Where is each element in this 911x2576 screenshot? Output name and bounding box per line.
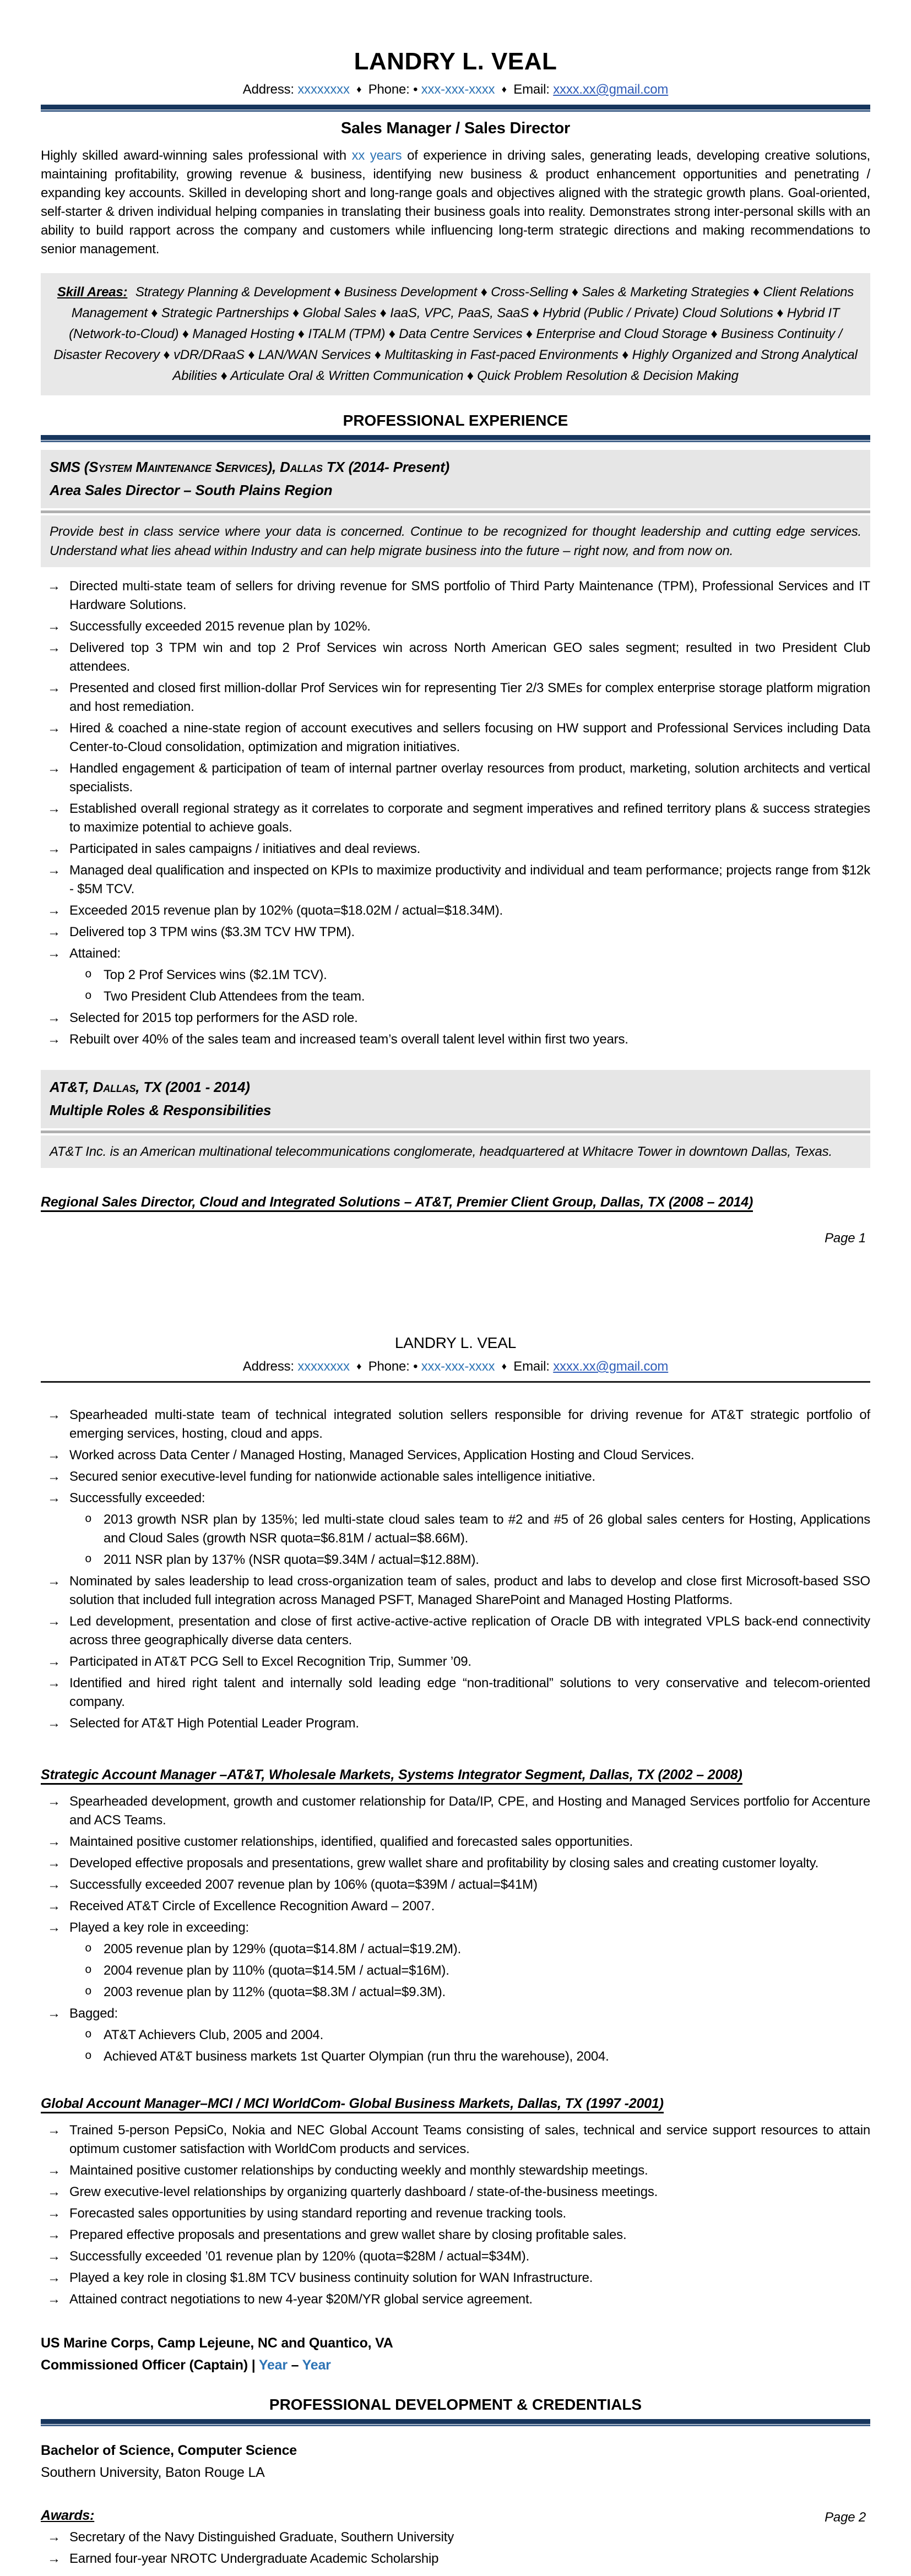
bullet-item: → Successfully exceeded ’01 revenue plan by 120% (quota=$28M / actual=$34M). [41, 2247, 870, 2266]
pipe-separator: | [251, 2357, 256, 2373]
bullet-item: → Maintained positive customer relationships by conducting weekly and monthly stewardship meetings. [41, 2161, 870, 2180]
bullet-item: → Identified and hired right talent and internally sold leading edge “non-traditional” solutions to very conservative and telecom-oriented company. [41, 1674, 870, 1711]
job-header-sms [41, 450, 870, 508]
bullet-item: → Secretary of the Navy Distinguished Graduate, Southern University [41, 2528, 870, 2547]
bullet-item: → Prepared effective proposals and presentations and grew wallet share by closing profitable sales. [41, 2226, 870, 2245]
sub-bullet-item: o 2005 revenue plan by 129% (quota=$14.8M / actual=$19.2M). [76, 1940, 870, 1959]
summary-text-pre: Highly skilled award-winning sales professional with [41, 148, 352, 163]
job-header-att [41, 1070, 870, 1128]
sub-bullet-item: o 2004 revenue plan by 110% (quota=$14.5M / actual=$16M). [76, 1961, 870, 1980]
bullet-item: → Participated in AT&T PCG Sell to Excel Recognition Trip, Summer ’09. [41, 1653, 870, 1671]
header-rule [41, 105, 870, 112]
skill-areas-box [41, 273, 870, 395]
page-number: Page 2 [825, 2510, 866, 2525]
section-heading-experience: PROFESSIONAL EXPERIENCE [343, 412, 568, 429]
arrow-bullet-icon: → [47, 1010, 61, 1025]
marine-company-line: US Marine Corps, Camp Lejeune, NC and Quantico, VA [41, 2335, 393, 2351]
bullet-item: → Forecasted sales opportunities by using standard reporting and revenue tracking tools. [41, 2204, 870, 2223]
arrow-bullet-icon: → [47, 2227, 61, 2242]
arrow-bullet-icon: → [47, 2163, 61, 2178]
arrow-bullet-icon: → [47, 1856, 61, 1871]
address-value: xxxxxxxx [297, 1359, 350, 1374]
sub-bullet-item: o AT&T Achievers Club, 2005 and 2004. [76, 2026, 870, 2045]
bullet-item: → Attained contract negotiations to new 4-year $20M/YR global service agreement. [41, 2290, 870, 2309]
sub-bullet-item: o Two President Club Attendees from the team. [76, 987, 870, 1006]
arrow-bullet-icon: → [47, 619, 61, 634]
circle-bullet-icon: o [85, 2050, 92, 2063]
year-start-placeholder: Year [258, 2357, 288, 2373]
arrow-bullet-icon: → [47, 2123, 61, 2138]
circle-bullet-icon: o [85, 1964, 92, 1977]
section-rule [41, 435, 870, 442]
education-block [41, 2439, 870, 2483]
arrow-bullet-icon: → [47, 1469, 61, 1484]
sub-bullet-item: o 2011 NSR plan by 137% (NSR quota=$9.34M / actual=$12.88M). [76, 1551, 870, 1569]
bullet-item: → Managed deal qualification and inspected on KPIs to maximize productivity and individual and team performance; projects range from $12k - $5M TCV. [41, 861, 870, 899]
bullet-item: → Established overall regional strategy as it correlates to corporate and segment imperatives and refined territory plans & success strategies to maximize potential to achieve goals. [41, 800, 870, 837]
job-company-name: AT&T, Dallas, TX [50, 1079, 162, 1095]
marine-corps-block [41, 2332, 870, 2376]
section-rule [41, 2419, 870, 2426]
arrow-bullet-icon: → [47, 2551, 61, 2566]
document-title: Sales Manager / Sales Director [340, 119, 571, 137]
circle-bullet-icon: o [85, 2029, 92, 2041]
arrow-bullet-icon: → [47, 903, 61, 918]
arrow-bullet-icon: → [47, 2292, 61, 2307]
address-label: Address: [242, 1359, 294, 1374]
email-label: Email: [513, 1359, 550, 1374]
circle-bullet-icon: o [85, 1553, 92, 1566]
circle-bullet-icon: o [85, 990, 92, 1003]
bullet-item: → Led development, presentation and close of first active-active-active replication of Oracle DB with integrated VPLS back-end connectivity across three geographically diverse data centers. [41, 1612, 870, 1650]
bullet-item: → Successfully exceeded 2007 revenue plan by 106% (quota=$39M / actual=$41M) [41, 1876, 870, 1894]
bullet-item: → Exceeded 2015 revenue plan by 102% (quota=$18.02M / actual=$18.34M). [41, 901, 870, 920]
section-heading-credentials: PROFESSIONAL DEVELOPMENT & CREDENTIALS [269, 2396, 642, 2413]
header-rule-thin [41, 1381, 870, 1383]
candidate-name: LANDRY L. VEAL [354, 48, 557, 75]
arrow-bullet-icon: → [47, 1834, 61, 1849]
job-company-name: SMS (System Maintenance Services), Dallas TX [50, 459, 345, 475]
phone-bullet-icon: • [413, 82, 418, 97]
bullet-item: → Spearheaded multi-state team of technical integrated solution sellers responsible for driving revenue for AT&T strategic portfolio of emerging services, hosting, cloud and apps. [41, 1406, 870, 1443]
arrow-bullet-icon: → [47, 1676, 61, 1691]
bullet-item: → Directed multi-state team of sellers for driving revenue for SMS portfolio of Third Party Maintenance (TPM), Professional Services and IT Hardware Solutions. [41, 577, 870, 615]
circle-bullet-icon: o [85, 1986, 92, 1998]
resume-page-2 [0, 1288, 911, 2576]
degree-title: Bachelor of Science, Computer Science [41, 2443, 297, 2458]
marine-role-line [41, 2354, 870, 2376]
arrow-bullet-icon: → [47, 2184, 61, 2199]
arrow-bullet-icon: → [47, 2006, 61, 2021]
bullet-item: → Bagged: [41, 2004, 870, 2023]
arrow-bullet-icon: → [47, 1032, 61, 1047]
arrow-bullet-icon: → [47, 1716, 61, 1731]
job-role-line: Multiple Roles & Responsibilities [50, 1102, 272, 1118]
page-number: Page 1 [825, 1231, 866, 1246]
contact-line [41, 79, 870, 100]
arrow-bullet-icon: → [47, 640, 61, 655]
skill-areas-label: Skill Areas: [57, 285, 128, 300]
arrow-bullet-icon: → [47, 761, 61, 776]
sub-bullet-item: o Top 2 Prof Services wins ($2.1M TCV). [76, 966, 870, 985]
sub-bullet-list [76, 2026, 870, 2066]
job-company-line [50, 455, 861, 479]
job-company-dates: (2014- Present) [344, 459, 450, 475]
arrow-bullet-icon: → [47, 2206, 61, 2221]
phone-bullet-icon: • [413, 1359, 418, 1374]
arrow-bullet-icon: → [47, 1574, 61, 1589]
arrow-bullet-icon: → [47, 801, 61, 816]
email-link[interactable]: xxxx.xx@gmail.com [553, 1359, 669, 1374]
marine-role-label: Commissioned Officer (Captain) [41, 2357, 248, 2373]
sub-bullet-list [76, 966, 870, 1006]
arrow-bullet-icon: → [47, 1654, 61, 1669]
summary-paragraph [41, 146, 870, 259]
phone-label: Phone: [368, 1359, 410, 1374]
arrow-bullet-icon: → [47, 2530, 61, 2545]
bullet-item: → Rebuilt over 40% of the sales team and increased team’s overall talent level within first two years. [41, 1030, 870, 1049]
awards-bullet-list [41, 2528, 870, 2568]
arrow-bullet-icon: → [47, 721, 61, 736]
skill-areas-text: Strategy Planning & Development ♦ Business Development ♦ Cross-Selling ♦ Sales & Marketing Strategies ♦ Client Relations Management ♦ Strategic Partnerships ♦ Global Sales ♦ IaaS, VPC, PaaS, SaaS ♦ Hybrid (Public / Private) Cloud Solutions ♦ Hybrid IT (Network-to-Cloud) ♦ Managed Hosting ♦ ITALM (TPM) ♦ Data Centre Services ♦ Enterprise and Cloud Storage ♦ Business Continuity / Disaster Recovery ♦ vDR/DRaaS ♦ LAN/WAN Services ♦ Multitasking in Fast-paced Environments ♦ Highly Organized and Strong Analytical Abilities ♦ Articulate Oral & Written Communication ♦ Quick Problem Resolution & Decision Making [53, 285, 858, 383]
arrow-bullet-icon: → [47, 1614, 61, 1629]
job-role-line: Area Sales Director – South Plains Region [50, 482, 333, 498]
arrow-bullet-icon: → [47, 1491, 61, 1506]
bullet-item: → Delivered top 3 TPM win and top 2 Prof Services win across North American GEO sales segment; resulted in two President Club attendees. [41, 639, 870, 676]
role-heading-sam: Strategic Account Manager –AT&T, Wholesale Markets, Systems Integrator Segment, Dallas, TX (2002 – 2008) [41, 1764, 870, 1786]
bullet-item: → Grew executive-level relationships by organizing quarterly dashboard / state-of-the-business meetings. [41, 2183, 870, 2202]
email-label: Email: [513, 82, 550, 97]
arrow-bullet-icon: → [47, 2270, 61, 2285]
sam-bullet-list [41, 1792, 870, 2066]
bullet-item: → Presented and closed first million-dollar Prof Services win for representing Tier 2/3 SMEs for complex enterprise storage platform migration and host remediation. [41, 679, 870, 716]
email-link[interactable]: xxxx.xx@gmail.com [553, 82, 669, 97]
arrow-bullet-icon: → [47, 1899, 61, 1914]
bullet-item: → Successfully exceeded: [41, 1489, 870, 1508]
bullet-item: → Spearheaded development, growth and customer relationship for Data/IP, CPE, and Hosting and Managed Services portfolio for Accenture and ACS Teams. [41, 1792, 870, 1830]
bullet-item: → Participated in sales campaigns / initiatives and deal reviews. [41, 840, 870, 858]
arrow-bullet-icon: → [47, 579, 61, 594]
year-end-placeholder: Year [302, 2357, 331, 2373]
circle-bullet-icon: o [85, 969, 92, 981]
circle-bullet-icon: o [85, 1513, 92, 1526]
bullet-item: → Received AT&T Circle of Excellence Recognition Award – 2007. [41, 1897, 870, 1916]
sub-bullet-list [76, 1510, 870, 1569]
arrow-bullet-icon: → [47, 681, 61, 695]
arrow-bullet-icon: → [47, 1920, 61, 1935]
phone-value: xxx-xxx-xxxx [421, 1359, 495, 1374]
diamond-separator-icon: ♦ [356, 1361, 362, 1372]
phone-value: xxx-xxx-xxxx [421, 82, 495, 97]
bullet-item: → Selected for AT&T High Potential Leader Program. [41, 1714, 870, 1733]
job-description-sms: Provide best in class service where your data is concerned. Continue to be recognized for thought leadership and cutting edge services. Understand what lies ahead within Industry and can help migrate business into the future – right now, and from now on. [41, 515, 870, 567]
rsd-bullet-list [41, 1406, 870, 1733]
job-company-dates: (2001 - 2014) [161, 1079, 250, 1095]
summary-years-placeholder: xx years [351, 148, 402, 163]
address-label: Address: [242, 82, 294, 97]
circle-bullet-icon: o [85, 1943, 92, 1955]
arrow-bullet-icon: → [47, 841, 61, 856]
sub-bullet-list [76, 1940, 870, 2002]
job-company-line [50, 1075, 861, 1099]
degree-school: Southern University, Baton Rouge LA [41, 2465, 265, 2480]
arrow-bullet-icon: → [47, 1407, 61, 1422]
bullet-item: → Worked across Data Center / Managed Hosting, Managed Services, Application Hosting and Cloud Services. [41, 1446, 870, 1465]
arrow-bullet-icon: → [47, 925, 61, 939]
bullet-item: → Attained: [41, 944, 870, 963]
bullet-item: → Successfully exceeded 2015 revenue plan by 102%. [41, 617, 870, 636]
candidate-name: LANDRY L. VEAL [394, 1334, 517, 1351]
bullet-item: → Played a key role in closing $1.8M TCV business continuity solution for WAN Infrastructure. [41, 2269, 870, 2287]
bullet-item: → Earned four-year NROTC Undergraduate Academic Scholarship [41, 2550, 870, 2568]
bullet-item: → Played a key role in exceeding: [41, 1919, 870, 1937]
gam-bullet-list [41, 2121, 870, 2309]
bullet-item: → Handled engagement & participation of team of internal partner overlay resources from product, marketing, solution architects and vertical specialists. [41, 759, 870, 797]
role-heading-rsd: Regional Sales Director, Cloud and Integrated Solutions – AT&T, Premier Client Group, Dallas, TX (2008 – 2014) [41, 1191, 870, 1213]
bullet-item: → Secured senior executive-level funding for nationwide actionable sales intelligence initiative. [41, 1468, 870, 1486]
sub-bullet-item: o 2003 revenue plan by 112% (quota=$8.3M / actual=$9.3M). [76, 1983, 870, 2002]
arrow-bullet-icon: → [47, 1794, 61, 1809]
sub-bullet-item: o Achieved AT&T business markets 1st Quarter Olympian (run thru the warehouse), 2004. [76, 2047, 870, 2066]
bullet-item: → Delivered top 3 TPM wins ($3.3M TCV HW TPM). [41, 923, 870, 942]
role-heading-gam: Global Account Manager–MCI / MCI WorldCom- Global Business Markets, Dallas, TX (1997 -2001) [41, 2093, 870, 2115]
dash-separator: – [291, 2357, 299, 2373]
contact-line [41, 1356, 870, 1377]
awards-heading: Awards: [41, 2508, 95, 2523]
arrow-bullet-icon: → [47, 1448, 61, 1463]
bullet-item: → Hired & coached a nine-state region of account executives and sellers focusing on HW support and Professional Services including Data Center-to-Cloud consolidation, optimization and migration initiatives. [41, 719, 870, 757]
job-divider [41, 510, 870, 513]
bullet-item: → Trained 5-person PepsiCo, Nokia and NEC Global Account Teams consisting of sales, technical and service support resources to attain optimum customer satisfaction with WorldCom products and services. [41, 2121, 870, 2159]
sub-bullet-item: o 2013 growth NSR plan by 135%; led multi-state cloud sales team to #2 and #5 of 26 global sales centers for Hosting, Applications and Cloud Sales (growth NSR quota=$6.81M / actual=$8.66M). [76, 1510, 870, 1548]
diamond-separator-icon: ♦ [501, 84, 507, 95]
summary-text-post: of experience in driving sales, generating leads, developing creative solutions, maintaining profitability, growing revenue & business, identifying new business & product enhancement opportunities and penetrating / expanding key accounts. Skilled in developing short and long-range goals and objectives aligned with the strategic growth plans. Goal-oriented, self-starter & driven individual helping companies in translating their business goals into reality. Demonstrates strong inter-personal skills with an ability to build rapport across the company and customers while influencing long-term strategic directions and making recommendations to senior management. [41, 148, 870, 257]
arrow-bullet-icon: → [47, 946, 61, 961]
bullet-item: → Maintained positive customer relationships, identified, qualified and forecasted sales opportunities. [41, 1833, 870, 1851]
bullet-item: → Developed effective proposals and presentations, grew wallet share and profitability by closing sales and creating customer loyalty. [41, 1854, 870, 1873]
phone-label: Phone: [368, 82, 410, 97]
bullet-item: → Nominated by sales leadership to lead cross-organization team of sales, product and labs to develop and close first Microsoft-based SSO solution that included full integration across Managed PSFT, Managed SharePoint and Managed Hosting Platforms. [41, 1572, 870, 1610]
job-divider [41, 1131, 870, 1133]
address-value: xxxxxxxx [297, 82, 350, 97]
sms-bullet-list [41, 577, 870, 1049]
diamond-separator-icon: ♦ [356, 84, 362, 95]
arrow-bullet-icon: → [47, 2249, 61, 2264]
job-description-att: AT&T Inc. is an American multinational telecommunications conglomerate, headquartered at Whitacre Tower in downtown Dallas, Texas. [41, 1135, 870, 1168]
diamond-separator-icon: ♦ [501, 1361, 507, 1372]
arrow-bullet-icon: → [47, 863, 61, 878]
arrow-bullet-icon: → [47, 1877, 61, 1892]
bullet-item: → Selected for 2015 top performers for the ASD role. [41, 1009, 870, 1028]
